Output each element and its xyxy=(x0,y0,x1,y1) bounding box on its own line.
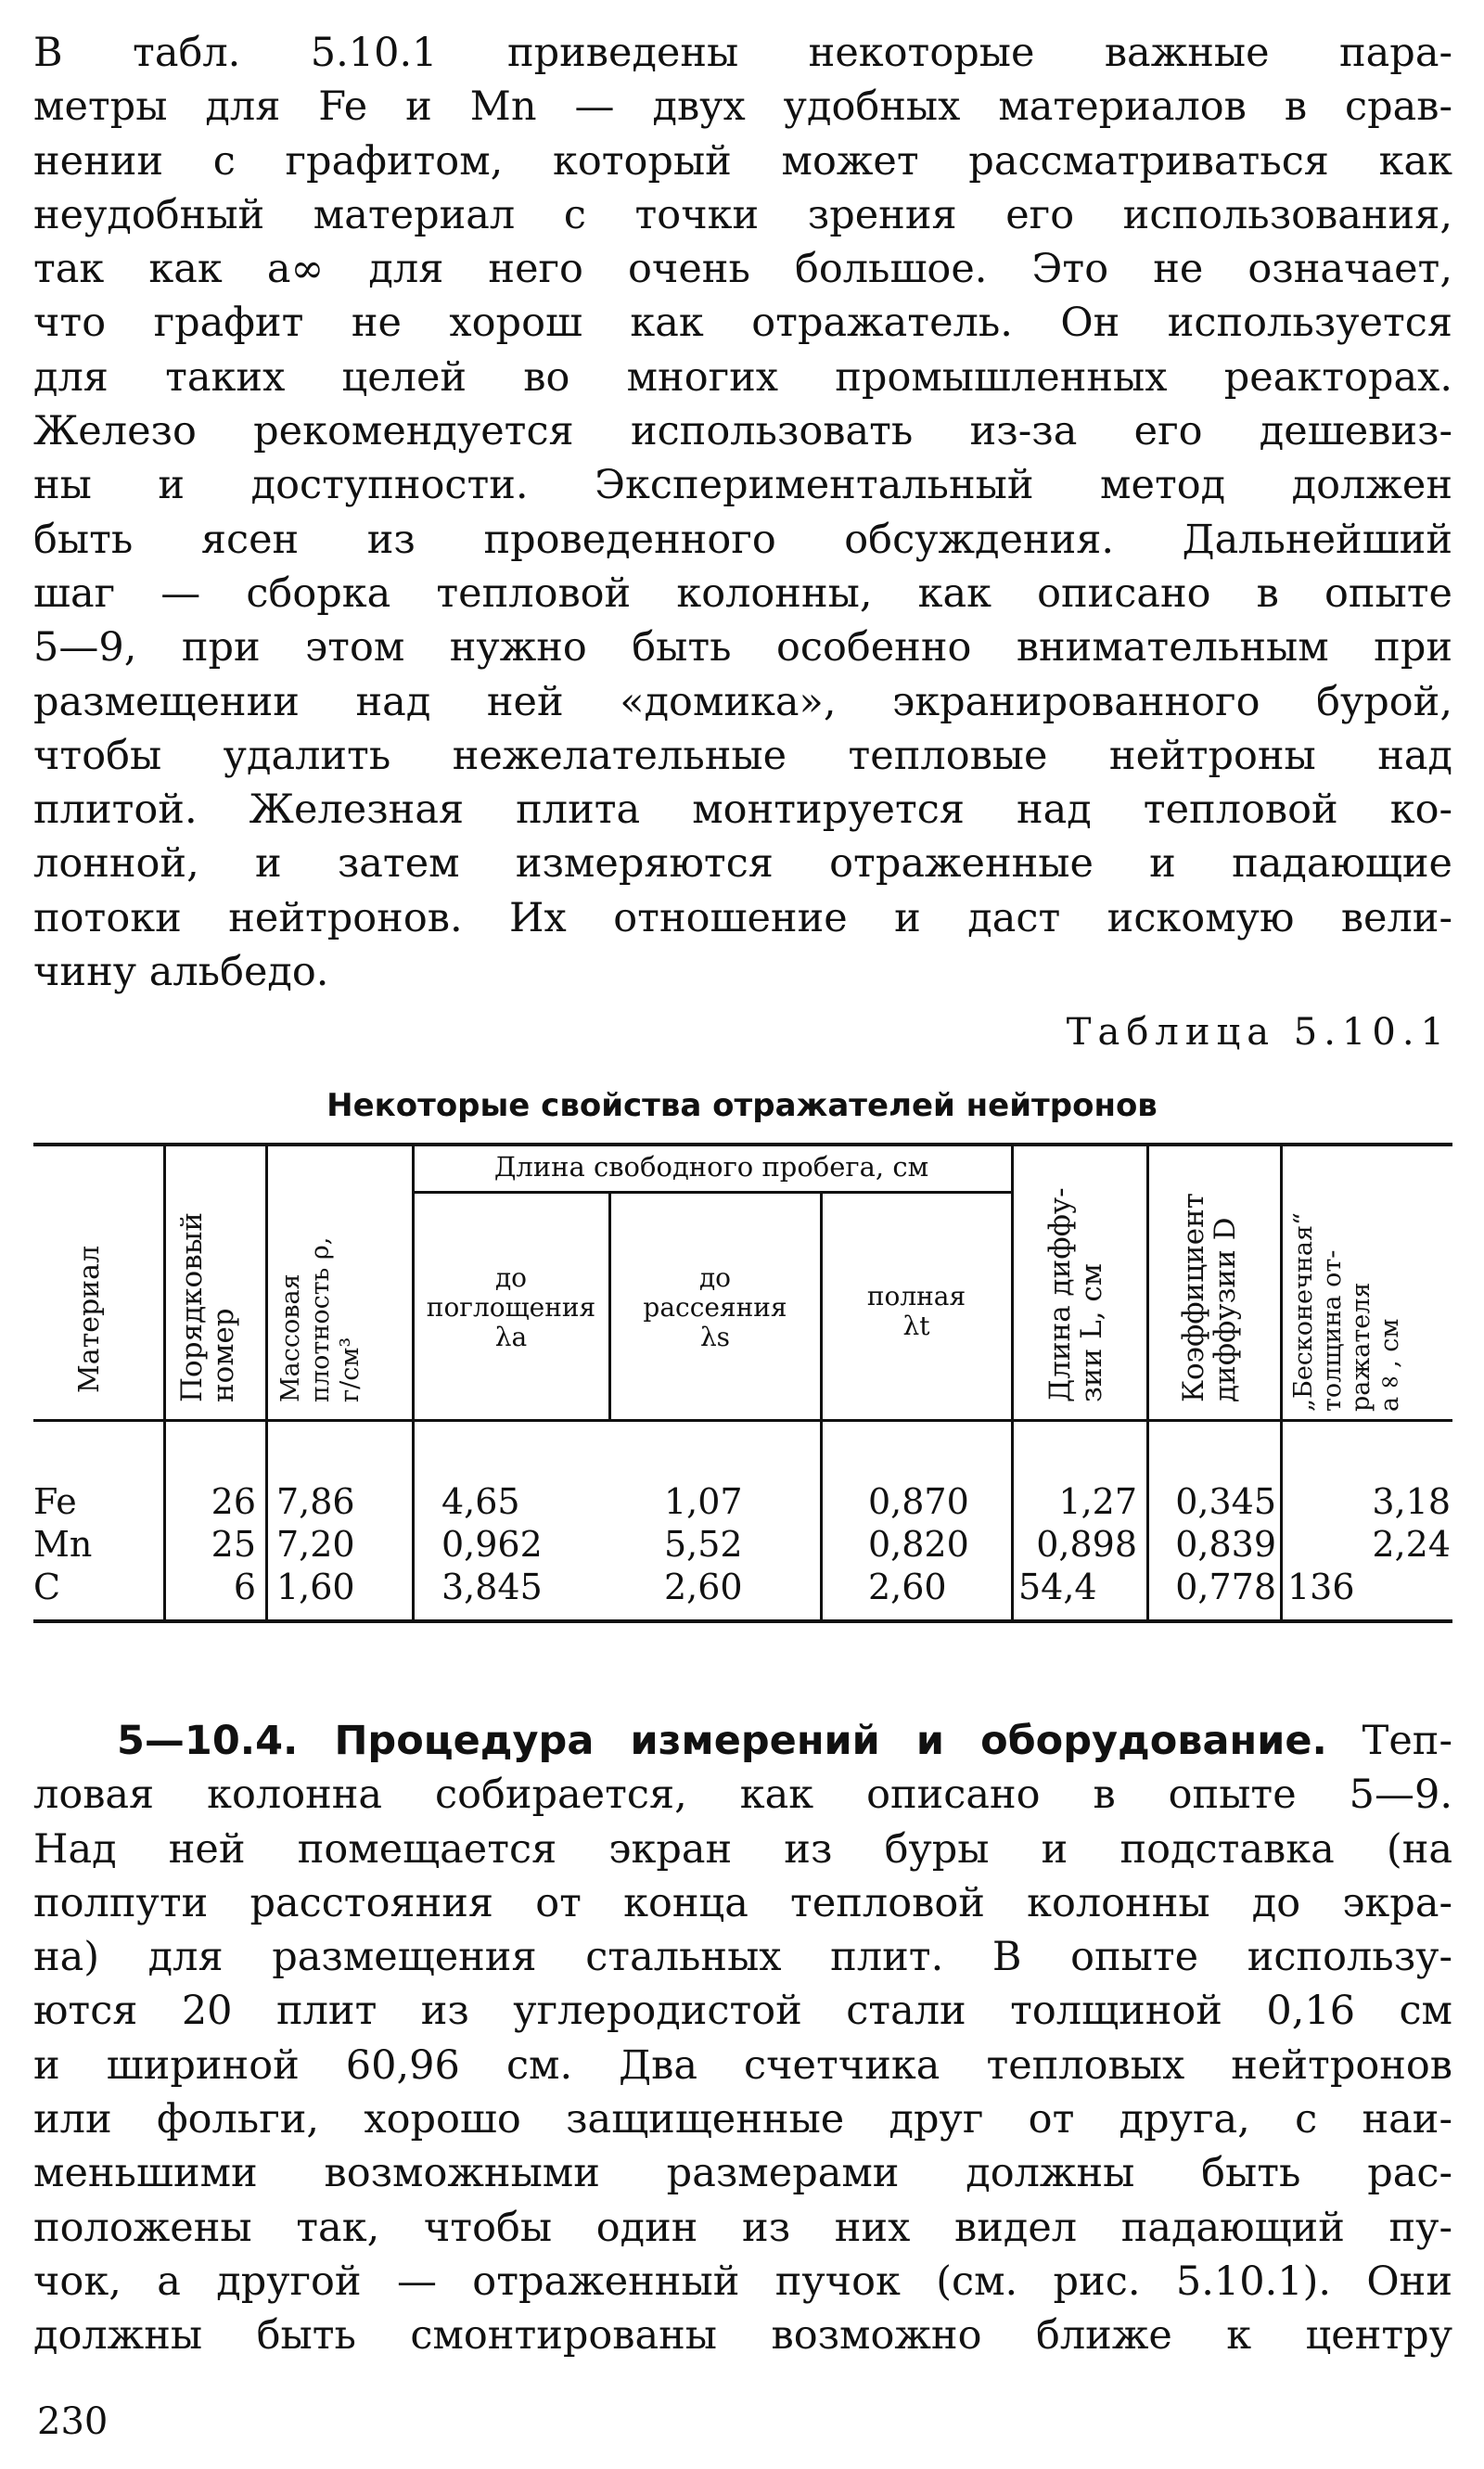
cell-lambda-t: 2,60 xyxy=(868,1567,947,1607)
cell-lambda-t: 0,870 xyxy=(868,1481,969,1522)
col-divider xyxy=(265,1146,268,1419)
col-divider xyxy=(820,1422,823,1619)
text-line: меньшими возможными размерами должны быть рас- xyxy=(33,2150,1452,2197)
cell-density: 1,60 xyxy=(276,1567,355,1607)
text-line: чину альбедо. xyxy=(33,949,329,996)
text-line: положены так, чтобы один из них видел падающий пу- xyxy=(33,2204,1452,2251)
cell-material: Fe xyxy=(33,1481,77,1522)
text-line: нении с графитом, который может рассматриваться как xyxy=(33,137,1452,185)
cell-density: 7,20 xyxy=(276,1524,355,1565)
section-heading: 5—10.4. Процедура измерений и оборудование. xyxy=(117,1718,1327,1764)
properties-table xyxy=(33,1143,1452,1625)
header-scattering: до рассеяния λs xyxy=(643,1262,787,1352)
cell-diffusion-length: 0,898 xyxy=(1036,1524,1137,1565)
cell-infinite-thickness: 136 xyxy=(1287,1567,1355,1607)
cell-material: C xyxy=(33,1567,61,1607)
cell-lambda-s: 5,52 xyxy=(664,1524,743,1565)
cell-lambda-s: 1,07 xyxy=(664,1481,743,1522)
header-material: Материал xyxy=(73,1245,106,1393)
text-line: быть ясен из проведенного обсуждения. Дальнейший xyxy=(33,516,1452,563)
text-line: В табл. 5.10.1 приведены некоторые важные пара- xyxy=(33,30,1452,76)
cell-number: 6 xyxy=(233,1567,256,1607)
header-diffusion-coefficient: Коэффициент диффузии D xyxy=(1177,1193,1242,1402)
header-mean-free-path: Длина свободного пробега, см xyxy=(493,1151,929,1183)
text-line: так как a∞ для него очень большое. Это не означает, xyxy=(33,246,1452,293)
cell-infinite-thickness: 3,18 xyxy=(1372,1481,1451,1522)
header-absorption: до поглощения λa xyxy=(426,1262,596,1352)
paragraph-procedure xyxy=(33,1714,1452,2363)
table-number: Таблица 5.10.1 xyxy=(1066,1011,1451,1054)
text-line: Над ней помещается экран из буры и подставка (на xyxy=(33,1825,1452,1873)
text-line: на) для размещения стальных плит. В опыте использу- xyxy=(33,1934,1452,1981)
header-diffusion-length: Длина диффу- зии L, см xyxy=(1043,1187,1108,1402)
text-line: чок, а другой — отраженный пучок (см. рис. 5.10.1). Они xyxy=(33,2258,1452,2305)
col-divider xyxy=(1280,1146,1283,1419)
text-line: для таких целей во многих промышленных реакторах. xyxy=(33,353,1452,401)
page-number: 230 xyxy=(37,2400,109,2443)
text-line: плитой. Железная плита монтируется над тепловой ко- xyxy=(33,787,1452,834)
header-ordinal: Порядковый номер xyxy=(175,1211,240,1402)
paragraph-intro xyxy=(33,26,1452,999)
group-header-rule xyxy=(412,1191,1011,1194)
cell-diffusion-length: 1,27 xyxy=(1058,1481,1137,1522)
text-line: неудобный материал с точки зрения его использования, xyxy=(33,191,1452,238)
cell-diffusion-coefficient: 0,778 xyxy=(1175,1567,1276,1607)
text-line: 5—9, при этом нужно быть особенно внимательным при xyxy=(33,624,1452,672)
table-bottom-rule xyxy=(33,1619,1452,1623)
text-line: и шириной 60,96 см. Два счетчика тепловых нейтронов xyxy=(33,2041,1452,2089)
cell-lambda-t: 0,820 xyxy=(868,1524,969,1565)
cell-lambda-a: 4,65 xyxy=(441,1481,520,1522)
text-line: размещении над ней «домика», экранированного бурой, xyxy=(33,678,1452,725)
cell-diffusion-coefficient: 0,345 xyxy=(1175,1481,1276,1522)
text-line: шаг — сборка тепловой колонны, как описано в опыте xyxy=(33,569,1452,617)
text-line: 5—10.4. Процедура измерений и оборудование. Теп- xyxy=(117,1718,1452,1764)
table-top-rule xyxy=(33,1143,1452,1146)
text-line: должны быть смонтированы возможно ближе к центру xyxy=(33,2312,1452,2360)
header-total: полная λt xyxy=(866,1281,966,1341)
text-line: полпути расстояния от конца тепловой колонны до экра- xyxy=(33,1879,1452,1926)
cell-lambda-s: 2,60 xyxy=(664,1567,743,1607)
cell-material: Mn xyxy=(33,1524,93,1565)
header-infinite-thickness: „Бесконечная“ толщина от- ражателя a∞, см xyxy=(1289,1212,1404,1412)
text-line: чтобы удалить нежелательные тепловые нейтроны над xyxy=(33,732,1452,779)
cell-diffusion-coefficient: 0,839 xyxy=(1175,1524,1276,1565)
col-divider xyxy=(163,1146,166,1419)
text-line: Железо рекомендуется использовать из-за его дешевиз- xyxy=(33,408,1452,455)
cell-lambda-a: 3,845 xyxy=(441,1567,543,1607)
header-density: Массовая плотность ρ, г/см³ xyxy=(276,1236,365,1402)
cell-diffusion-length: 54,4 xyxy=(1018,1567,1097,1607)
text-line: что графит не хорош как отражатель. Он используется xyxy=(33,300,1452,347)
text-line: метры для Fe и Mn — двух удобных материалов в срав- xyxy=(33,83,1452,131)
col-divider xyxy=(1011,1146,1014,1419)
text-line: лонной, и затем измеряются отраженные и падающие xyxy=(33,840,1452,888)
text-line: ловая колонна собирается, как описано в опыте 5—9. xyxy=(33,1772,1452,1819)
text-line: ются 20 плит из углеродистой стали толщиной 0,16 см xyxy=(33,1988,1452,2035)
header-bottom-rule xyxy=(33,1419,1452,1422)
cell-infinite-thickness: 2,24 xyxy=(1372,1524,1451,1565)
col-divider xyxy=(412,1422,415,1619)
cell-lambda-a: 0,962 xyxy=(441,1524,543,1565)
col-divider xyxy=(265,1422,268,1619)
cell-number: 25 xyxy=(211,1524,256,1565)
col-divider xyxy=(1280,1422,1283,1619)
text-line: потоки нейтронов. Их отношение и даст искомую вели- xyxy=(33,894,1452,941)
table-title: Некоторые свойства отражателей нейтронов xyxy=(326,1087,1158,1124)
text-line: ны и доступности. Экспериментальный метод должен xyxy=(33,462,1452,509)
cell-number: 26 xyxy=(211,1481,256,1522)
text-line: или фольги, хорошо защищенные друг от друга, с наи- xyxy=(33,2096,1452,2143)
col-divider xyxy=(1146,1146,1149,1419)
cell-density: 7,86 xyxy=(276,1481,355,1522)
